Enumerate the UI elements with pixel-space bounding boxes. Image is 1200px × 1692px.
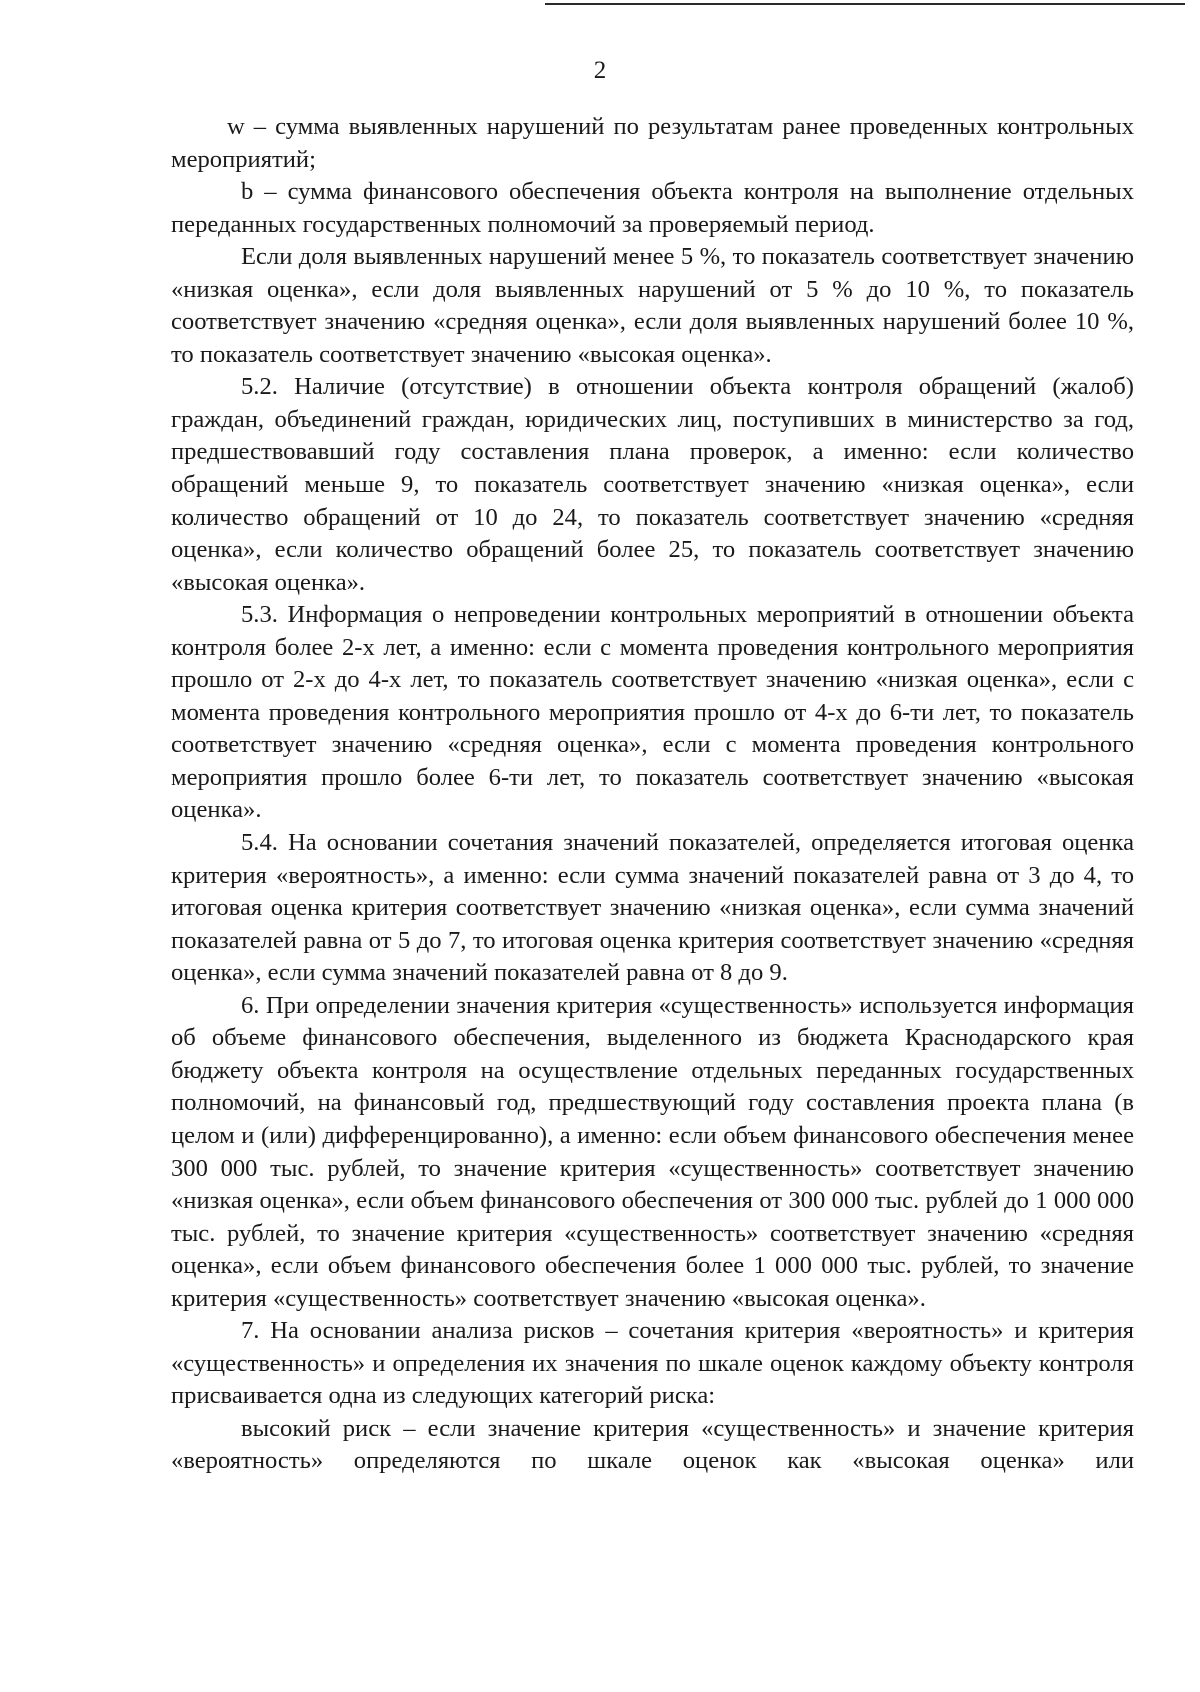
paragraph-w-definition: w – сумма выявленных нарушений по результатам ранее проведенных контрольных мероприятий;	[171, 113, 1134, 173]
page-number: 2	[593, 57, 607, 84]
paragraph-b-definition: b – сумма финансового обеспечения объекта контроля на выполнение отдельных переданных государственных полномочий за проверяемый период.	[171, 178, 1134, 238]
paragraph-6: 6. При определении значения критерия «существенность» используется информация об объеме финансового обеспечения, выделенного из бюджета Краснодарского края бюджету объекта контроля на осуществление отдельных переданных государственных полномочий, на финансовый год, предшествующий году составления проекта плана (в целом и (или) дифференцированно), а именно: если объем финансового обеспечения менее 300 000 тыс. рублей, то значение критерия «существенность» соответствует значению «низкая оценка», если объем финансового обеспечения от 300 000 тыс. рублей до 1 000 000 тыс. рублей, то значение критерия «существенность» соответствует значению «средняя оценка», если объем финансового обеспечения более 1 000 000 тыс. рублей, то значение критерия «существенность» соответствует значению «высокая оценка».	[171, 991, 1134, 1312]
paragraph-share-violations: Если доля выявленных нарушений менее 5 %, то показатель соответствует значению «низкая оценка», если доля выявленных нарушений от 5 % до 10 %, то показатель соответствует значению «средняя оценка», если доля выявленных нарушений более 10 %, то показатель соответствует значению «высокая оценка».	[171, 243, 1134, 368]
paragraph-5-3: 5.3. Информация о непроведении контрольных мероприятий в отношении объекта контроля более 2-х лет, а именно: если с момента проведения контрольного мероприятия прошло от 2-х до 4-х лет, то показатель соответствует значению «низкая оценка», если с момента проведения контрольного мероприятия прошло от 4-х до 6-ти лет, то показатель соответствует значению «средняя оценка», если с момента проведения контрольного мероприятия прошло более 6-ти лет, то показатель соответствует значению «высокая оценка».	[171, 601, 1134, 824]
paragraph-5-4: 5.4. На основании сочетания значений показателей, определяется итоговая оценка критерия «вероятность», а именно: если сумма значений показателей равна от 3 до 4, то итоговая оценка критерия соответствует значению «низкая оценка», если сумма значений показателей равна от 5 до 7, то итоговая оценка критерия соответствует значению «средняя оценка», если сумма значений показателей равна от 8 до 9.	[171, 829, 1134, 987]
document-body	[171, 111, 1134, 1478]
paragraph-high-risk: высокий риск – если значение критерия «существенность» и значение критерия «вероятность» определяются по шкале оценок как «высокая оценка» или	[171, 1414, 1134, 1475]
paragraph-7: 7. На основании анализа рисков – сочетания критерия «вероятность» и критерия «существенность» и определения их значения по шкале оценок каждому объекту контроля присваивается одна из следующих категорий риска:	[171, 1317, 1134, 1410]
top-rule-line	[545, 3, 1185, 5]
paragraph-5-2: 5.2. Наличие (отсутствие) в отношении объекта контроля обращений (жалоб) граждан, объединений граждан, юридических лиц, поступивших в министерство за год, предшествовавший году составления плана проверок, а именно: если количество обращений меньше 9, то показатель соответствует значению «низкая оценка», если количество обращений от 10 до 24, то показатель соответствует значению «средняя оценка», если количество обращений более 25, то показатель соответствует значению «высокая оценка».	[171, 373, 1134, 596]
